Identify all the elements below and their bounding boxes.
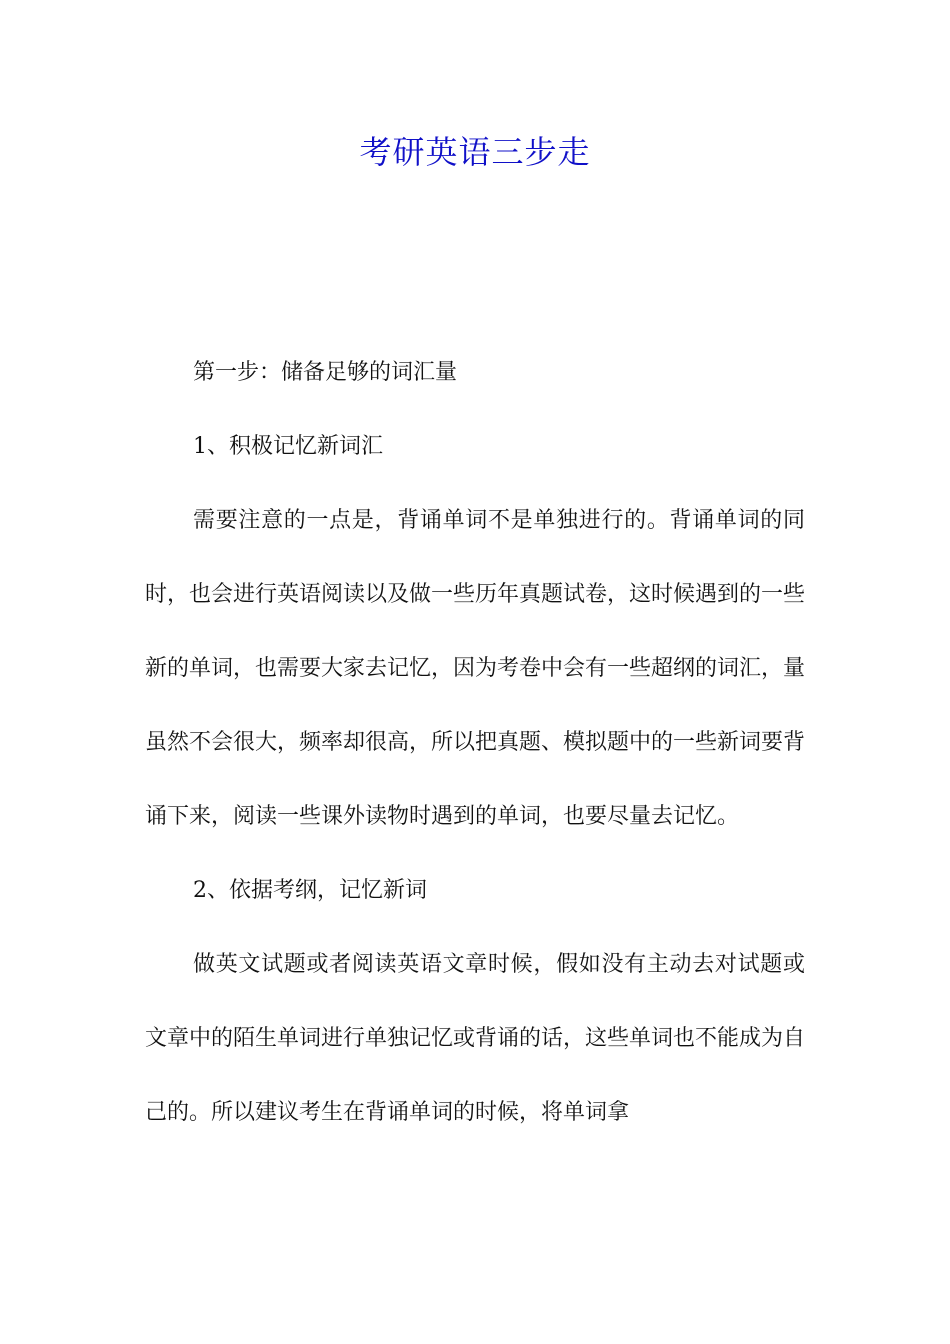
paragraph-2: 做英文试题或者阅读英语文章时候，假如没有主动去对试题或文章中的陌生单词进行单独记忆或背诵的话，这些单词也不能成为自己的。所以建议考生在背诵单词的时候，将单词拿 — [145, 952, 806, 1125]
section-heading-step-1: 第一步：储备足够的词汇量 — [193, 360, 458, 385]
subheading-1: 1、积极记忆新词汇 — [193, 434, 383, 459]
subheading-2: 2、依据考纲，记忆新词 — [193, 878, 427, 903]
paragraph-1: 需要注意的一点是，背诵单词不是单独进行的。背诵单词的同时，也会进行英语阅读以及做一些历年真题试卷，这时候遇到的一些新的单词，也需要大家去记忆，因为考卷中会有一些超纲的词汇，量虽然不会很大，频率却很高，所以把真题、模拟题中的一些新词要背诵下来，阅读一些课外读物时遇到的单词，也要尽量去记忆。 — [145, 508, 806, 829]
document-body — [145, 336, 805, 1150]
document-title: 考研英语三步走 — [359, 133, 591, 171]
